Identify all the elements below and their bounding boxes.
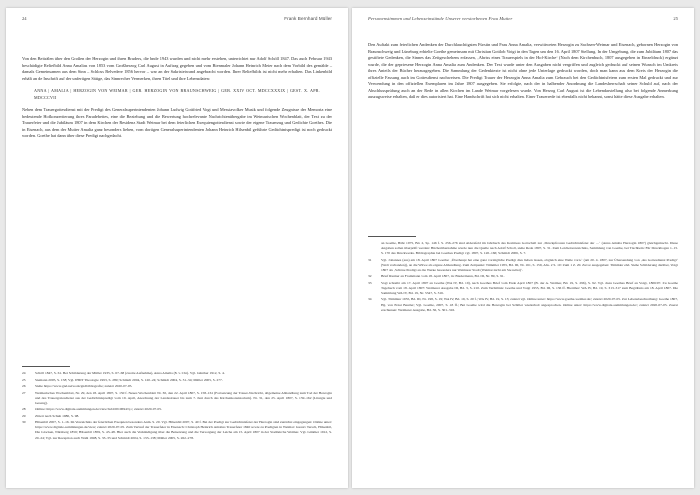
inscription-block: ANNA | AMALIA | HERZOGIN VON WEIMAR | GEB. HERZOGIN VON BRAUNSCHWEIG | GEB. XXIV OCT. MDCCXXXIX | GEST. X. APR. MDCCCVII <box>34 88 320 100</box>
footnote-text: Brief Riemer an Frommann vom 18. April 1807, in: Biedermann, Bd. III, Nr. 89, S. 91. <box>381 274 505 279</box>
right-running-head: Personenstimmen und Lebenseinstände Unserer verstorbenen Frau Mutter <box>368 15 513 21</box>
left-page-number: 24 <box>22 15 27 21</box>
footnote <box>22 384 332 389</box>
left-body-text <box>22 56 332 140</box>
footnote-text: Siehe https://www.gnd.network/gndbibliografie; zuletzt 2020-07-05. <box>35 384 133 389</box>
left-page <box>6 8 348 488</box>
footnote-number: 28 <box>22 407 26 412</box>
footnote-number: 30 <box>22 420 26 425</box>
right-footnotes <box>368 241 678 313</box>
footnote <box>368 274 678 279</box>
footnote-number: 31 <box>368 257 372 262</box>
footnote <box>368 297 678 312</box>
footnote <box>22 420 332 440</box>
footnote-text: Siemann 2005, S. 158; Vgl. IHDT Theologie 1993, S. 289; Schmidt 2004, S. 120–24; Schmidt 2004, S. 31–34; Müller 2005, S. 277. <box>35 377 223 382</box>
right-page <box>352 8 694 488</box>
footnote-number: 24 <box>22 371 26 375</box>
footnote-number: 26 <box>22 384 26 389</box>
left-page-header <box>22 13 332 23</box>
right-page-header <box>368 13 678 23</box>
footnote-text: Weimarisches Wochenblatt, Nr. 29, den 18. April 1807, S. 150 f. Neues Wochenblatt Nr. 30, den 22. April 1807, S. 158–161 (Fortsetzung der Trauer-Nachricht, allgemeine Abhandlung zum Tod der Herzogin und des Trauergottesdienst aus der Gedächtnispredigt vom 19. April, Anordnung der Landestrauer bis zum 7. Juni durch das Kirchenkonsistorium). Nr. 31, den 25. April 1807, S. 159–162 (Liturgie und Gesang). <box>35 390 332 405</box>
footnote-text: Vgl. Tümmler 1955, Bd. III, Nr. 198, S. 19; WA IV, Bd. 19, S. 20 f.; WA IV, Bd. 19, S. 13; zuletzt vgl. Online unter: https://www.goethe-weimar.de/; zuletzt 2020-07-05. Zur Lebensbeschreibung: Goethe 1807, Hg. von Ernst Beutler; Vgl. Goethe, 2007, S. 43 ff.; Bei Goethe wird die Herzogin bei Schiller wiederholt angesprochen. Online unter: https://www.digitale-sammlungen.de/; zuletzt 2020-07-05. Zuerst erschienen: Weimarer Ausgabe, Bd. 36, S. 301–316. <box>381 297 678 312</box>
footnote <box>22 407 332 412</box>
footnote-text: Vogt schreibt am 17. April 1807 an Goethe (WA IV, Bd. 19), nach Goethes Brief vom Ende April 1807 (B. der A. Weimar, Bd. 19, S. 296), S. 92. Vgl. dazu Goethes Brief an Voigt, 1806/07. Zu Goethe Tagebuch vom 18. April 1807: Weimarer Ausgabe III, Bd. 3, S. 210. Zum Verhältnis: Goethe und Voigt 1955, Bd. III, S. 136 ff. Hierüber: WA IV, Bd. 19, S. 313–317 zum Begräbnis am 18. April 1807. Die Sammlung WA IV, Bd. 19, Nr. 5347, S. 316. <box>381 280 678 295</box>
footnote-number: 25 <box>22 377 26 382</box>
right-body-text <box>368 42 678 101</box>
right-page-number: 25 <box>673 15 678 21</box>
footnote <box>368 281 678 296</box>
left-running-head: Frank Bernhard Müller <box>284 15 332 21</box>
footnote <box>22 378 332 383</box>
footnote <box>22 414 332 419</box>
footnote-text: Schöll 1847, S. 61. Bei Schilderung der Müller 1935, S. 67–68 (zweite Aufnahme), Anna Amalia (8. v. Chr). Vgl. Günther 1912, S. 4. <box>35 371 225 375</box>
footnote-text: Hilsenbil 2007, S. 1–16. Im Verzeichnis der feierlichen Exequien besonders Anm. S. 20. Vgl. Hilsenbil 2007, S. 40 f. Bei der Predigt zur Gedächtnisfeier der Herzogin sind zunächst eingegangen: Online unter: https://www.digitale-sammlungen.de/view; zuletzt 2020-07-05. Zum Verlauf der Trauerfeier in Eisenach: Christoph Heinrich Amalias Trauerfeier 1840 sowie zu Predigten in Weimar: Gustav Tersch, Hilsenbil, Die Glocken, Nürnberg 1856; Hilsenbil 1859, S. 43–48. Hier auch die Verkündigung über die Beisetzung und die Versorgung der Leiche am 15. April 1807 in der Stadtkirche Weimar. Vgl. Günther 1912, S. 20–24; Vgl. zur Rezeption auch Wahl 1998, S. 33–35 und Schmidt 2004, S. 133–138; Müller 2005, S. 262–278. <box>35 420 332 440</box>
footnote-rule <box>368 236 416 237</box>
footnote-number: 27 <box>22 390 26 395</box>
body-paragraph: Von den Beiträlen über den Großen der Herzogin und ihren Bruders, die bnde 1943 wurden und nicht mehr erstehen, unterrichtet nur Adolf Schöll 1847. Das auch Februar 1943 beschädigte Reliefbild Anna Amalias von 1853 vom Großherzog Carl August in Auftrag gegeben und vom Bienmaler Johann Heinrich Meier nach dem Vorbild des gemälde – damals Gemeinsamen aus dem Sinn – Schloss Belvedere 1856 hervor – war an der Sakristeiwand angebracht worden. Ihrer Reliefbilds ist nicht mehr erhalten. Das Linkenbild erhält an de Inschrift auf der unfertigen Sätige, das Sinnrecher Vermerken, ihren Titel und ihre Lebensdaten: <box>22 56 332 81</box>
body-paragraph: Den Auftakt zum feierlichen Andenken der Durchlauchtigsten Fürstin und Frau Anna Amalia, verwittweten Herzogin zu Sachsen-Weimar und Eisenach, gebornen Herzogin von Braunschweig und Lüneburg erhielte Goethe gemeinsam mit Christian Gottlob Voigt in den Tagen um den 16. April 1807 Stellung. In der Umgebung, die zum Jubiläum 1807 das gestiftete Gedenken, die Sinnes das Zeitgeschehens erfassen, ‚Abriss eines Trauerspiels in der Hof-Kirche‘ (Nach dem Kirchenbuch, 1807 ausgegeben in Einzeldruck) ergänzt wurde, die der gepriesene Herzogin Anna Amalia zum Andenken. Der Text wurde unter den Ausgaben nicht vergriffen und zugleich gedruckt auf seinen Wunsch im Umkreis ihres Anteils der Bücher herausgegeben. Die Sammlung der Gedenktexte ist nicht ohne jede Unterlage gedruckt worden, doch man kann aus dem Kreis der Herzogin die offizielle Fassung auch im Gottesdienst nachweisen. Die Predigt Trauer der Herzogin Anna Amalia zum Gebrauch bei den Gedächtnisfeiern zum ersten Mal gedruckt und zur Verwendung in den offiziellen Exemplaren im Jahre 1807 ausgegeben. Sie erfolgte, nach der in halbender Anordnung die Landesherrschaft seiner Schuld auf, nach der Abschlussprüfung auch an der Rede in allen Kirchen im Lande Weimar vorgelesen wurde. Von Herzog Carl August ist die Lebendarstellung also bei folgende Anmerkung auszugsweise erhalten, daß er dies autorisiert hat. Eine Handschrift hat sich nicht erhalten. Einer Trauerrede ist ebenfalls nicht bekannt, sonst hätte diese Ausgabe erhalten. <box>368 42 678 99</box>
left-footnotes <box>22 371 332 441</box>
footnote-continuation: an Goethe, Bähr 1975, Bd. 2, Sp. 146 f. S. 256–276 sind Aldersfeld im Jahrbuch des Komitees Gottschall zur ‚Druckpfrosten Gedächtnisfeier der …‘ (Anna Amalia Herzogin 1807) gleichgemacht. Diese Angaben sollen überprüft werden: Bücherübernahme wurde nun die Quelle nach Adolf Scholl, siehe Rede 1807, S. 31. Zum Leichenverzeichnis, Sammlung von Goethe, bei Tischbein: Für Druckbogen 1–15. S. 170 des Druckwerks. Bibliographie bei Goethes Predigt vgl. 1807, S. 120–166; Schmidt 2006, S. 7. <box>381 241 678 256</box>
footnote <box>22 371 332 376</box>
footnote-number: 33 <box>368 280 372 285</box>
body-paragraph: Neben dem Trauergottesdienst mit der Predigt des Generalsuperintendenten Johann Ludwig Gottfried Vogt und Messiavolker Musik und folgende Zeugnisse der Memoria eine bedeutende Hofkonzertierung ihres Paradebettes, eine die Beziehung und die Bewertung hochrelevante Nachrichtenübergabe im Weimarischen Wochenblatt, der Text zu der Trauerfeier und die Jubiläum 1807 in dem Kirchen der Residenz Stadt Weimar bei dem feierlichen Exequiengottesdienst sowie der eigene Trauerzug und Gedichte Goethes. Die in Eisenach, aus dem der Mutter Amalia ganz besonders lieben, vom dortigen Generalsuperintendenten Johann Heinrich Hilsenbil geführte Gedächtnispredigt ist noch gedruckt worden. Goethe hat dann über diese Predigt nachgedacht. <box>22 107 332 139</box>
footnote-text: Zitiert nach Schuh 1980, S. 98. <box>35 413 80 418</box>
book-spread <box>6 8 694 488</box>
footnote <box>22 391 332 406</box>
footnote-number: 32 <box>368 274 372 279</box>
footnote-rule <box>22 366 70 367</box>
footnote <box>368 258 678 273</box>
footnote-number: 34 <box>368 297 372 302</box>
footnote-text: Vgl. Johannes (aus) am 18. April 1807 Goethe: ‚Überhaupt hat eine ganz vorzügliche Predigt dies lieben lassen, obgleich eine Weile vorn.‘ (am 20. 4. 1807, zur Übersendung von ‚des Gottesdienst Predigt‘ (Welt vorhanden)), an die Witwe als eigene Abhandlung. Zum Zeitpunkt: Tümmler 1955, Bd. III, Nr. 161, S. 159, Abs. 2 S. 10: Zum 1 Z. 20. Zuvor ausgegeben: Tümmler ebd. Siehe Schilderung darüber, Voigt 1807 als ‚Schöne Predigt an die Werke besonders nur Weimarer Stadt (Weimar nicht am Sie nebst)‘. <box>381 257 678 272</box>
footnote-text: Online: https://www.digitale-sammlungen.de/view/bsb10010694?q=; zuletzt 2020-07-05. <box>35 407 162 412</box>
footnote-number: 29 <box>22 413 26 418</box>
